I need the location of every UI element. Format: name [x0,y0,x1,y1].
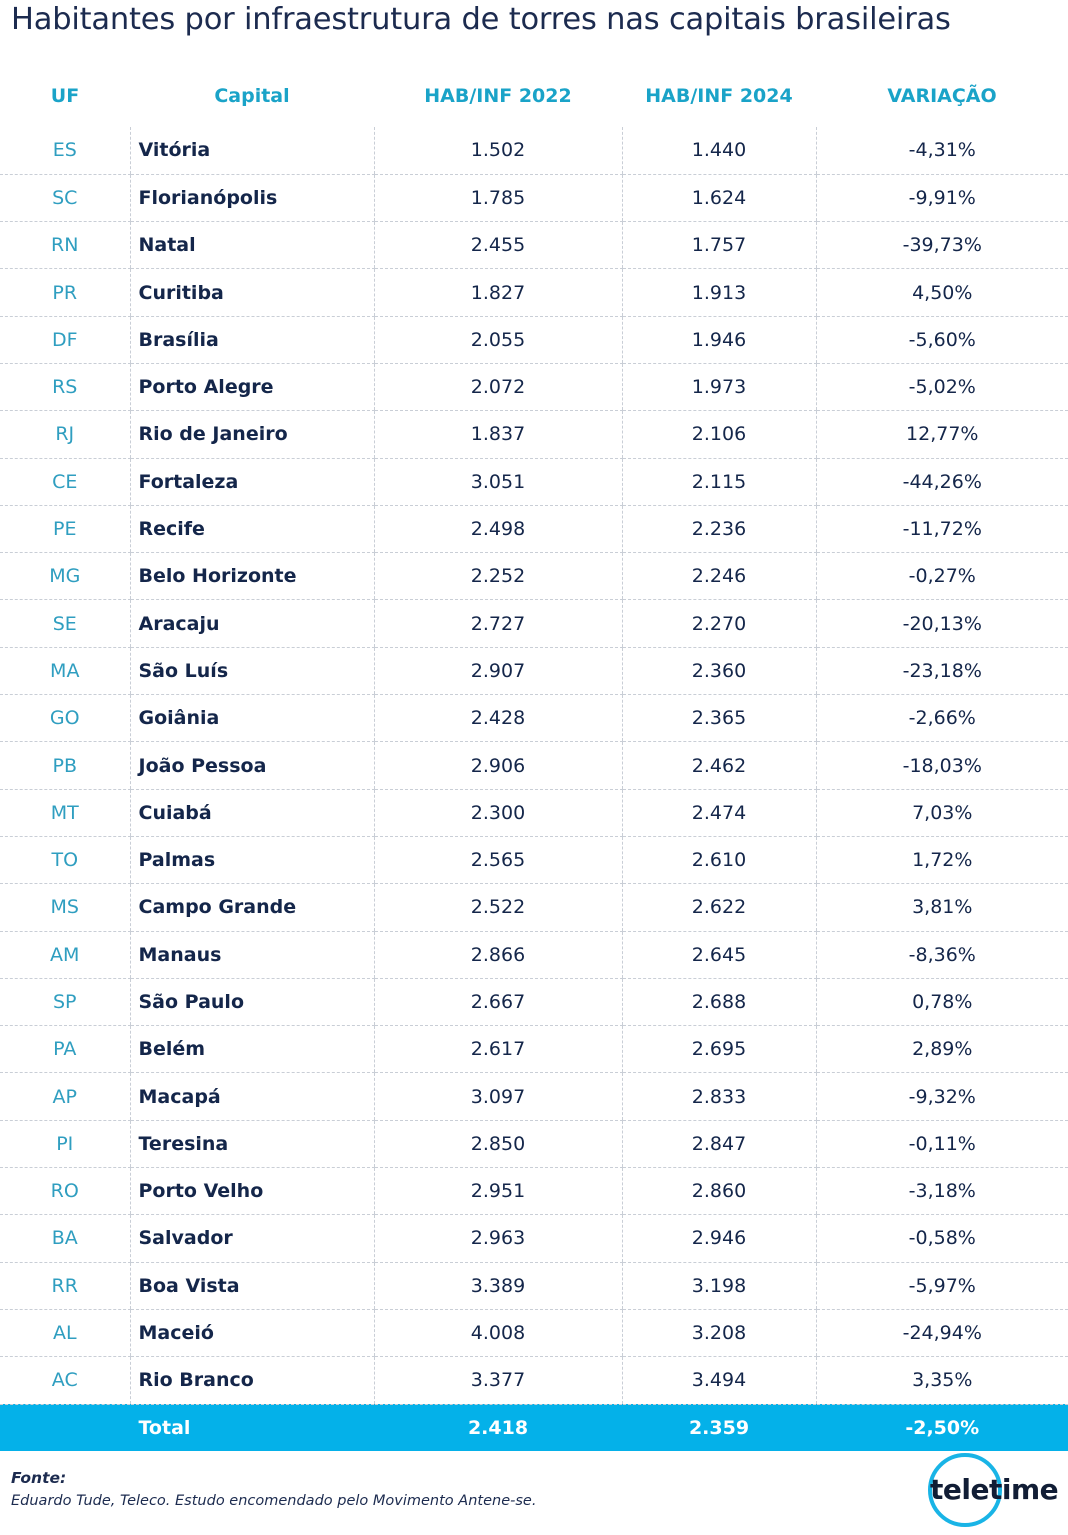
cell-capital: Curitiba [130,269,374,316]
table-row [0,1168,1068,1215]
cell-hab2024: 2.115 [622,458,816,505]
cell-hab2024: 3.208 [622,1309,816,1356]
table-row [0,789,1068,836]
cell-uf: RO [0,1168,130,1215]
logo-text: teletime [930,1473,1059,1506]
total-cell-hab2024: 2.359 [622,1404,816,1451]
cell-capital: Rio de Janeiro [130,411,374,458]
cell-hab2024: 2.474 [622,789,816,836]
cell-hab2022: 2.252 [374,553,622,600]
cell-hab2022: 2.617 [374,1026,622,1073]
cell-hab2022: 2.906 [374,742,622,789]
cell-hab2024: 1.624 [622,174,816,221]
cell-hab2024: 2.360 [622,647,816,694]
cell-capital: Macapá [130,1073,374,1120]
cell-variacao: -39,73% [816,222,1068,269]
cell-uf: PR [0,269,130,316]
cell-hab2022: 3.377 [374,1357,622,1404]
cell-capital: Rio Branco [130,1357,374,1404]
cell-capital: Aracaju [130,600,374,647]
cell-hab2024: 3.494 [622,1357,816,1404]
cell-hab2024: 2.688 [622,978,816,1025]
cell-uf: TO [0,836,130,883]
cell-uf: AC [0,1357,130,1404]
table-row [0,174,1068,221]
cell-capital: Boa Vista [130,1262,374,1309]
table-row [0,458,1068,505]
cell-hab2024: 2.695 [622,1026,816,1073]
table-row [0,1073,1068,1120]
cell-variacao: 12,77% [816,411,1068,458]
cell-hab2024: 2.847 [622,1120,816,1167]
cell-hab2024: 2.236 [622,505,816,552]
cell-hab2024: 2.462 [622,742,816,789]
cell-hab2022: 3.097 [374,1073,622,1120]
cell-variacao: -44,26% [816,458,1068,505]
cell-hab2024: 2.246 [622,553,816,600]
cell-variacao: -11,72% [816,505,1068,552]
cell-hab2022: 2.055 [374,316,622,363]
cell-hab2022: 2.866 [374,931,622,978]
table-row [0,931,1068,978]
cell-hab2022: 2.727 [374,600,622,647]
cell-capital: Maceió [130,1309,374,1356]
cell-capital: São Luís [130,647,374,694]
cell-hab2024: 2.610 [622,836,816,883]
cell-uf: MA [0,647,130,694]
cell-uf: AL [0,1309,130,1356]
cell-hab2022: 4.008 [374,1309,622,1356]
cell-uf: PB [0,742,130,789]
cell-uf: MT [0,789,130,836]
page-title: Habitantes por infraestrutura de torres nas capitais brasileiras [11,2,951,37]
table-row [0,1262,1068,1309]
table-row [0,1309,1068,1356]
table-row [0,505,1068,552]
cell-uf: PE [0,505,130,552]
column-header-hab2024: HAB/INF 2024 [645,85,793,107]
cell-hab2022: 2.963 [374,1215,622,1262]
cell-hab2022: 2.428 [374,695,622,742]
cell-hab2022: 2.522 [374,884,622,931]
teletime-logo [920,1449,1068,1531]
cell-variacao: -18,03% [816,742,1068,789]
cell-capital: Vitória [130,127,374,174]
table-row [0,316,1068,363]
cell-variacao: -5,60% [816,316,1068,363]
cell-hab2022: 1.785 [374,174,622,221]
cell-uf: AM [0,931,130,978]
cell-variacao: 2,89% [816,1026,1068,1073]
cell-hab2022: 1.837 [374,411,622,458]
cell-variacao: -23,18% [816,647,1068,694]
cell-variacao: 7,03% [816,789,1068,836]
cell-hab2022: 2.455 [374,222,622,269]
cell-hab2024: 2.833 [622,1073,816,1120]
cell-capital: Natal [130,222,374,269]
cell-uf: CE [0,458,130,505]
cell-uf: ES [0,127,130,174]
cell-uf: RR [0,1262,130,1309]
cell-hab2024: 2.365 [622,695,816,742]
cell-hab2024: 3.198 [622,1262,816,1309]
cell-capital: Cuiabá [130,789,374,836]
table-row [0,222,1068,269]
total-cell-variacao: -2,50% [816,1404,1068,1451]
cell-hab2024: 1.757 [622,222,816,269]
table-row [0,269,1068,316]
source-label: Fonte: [11,1469,67,1487]
cell-variacao: -8,36% [816,931,1068,978]
cell-uf: SE [0,600,130,647]
table-row [0,553,1068,600]
column-header-uf: UF [50,85,80,107]
cell-capital: João Pessoa [130,742,374,789]
cell-hab2022: 2.667 [374,978,622,1025]
table-row [0,127,1068,174]
cell-hab2022: 2.951 [374,1168,622,1215]
cell-capital: Porto Alegre [130,363,374,410]
column-header-variacao: VARIAÇÃO [887,85,997,107]
cell-hab2022: 2.565 [374,836,622,883]
cell-variacao: 0,78% [816,978,1068,1025]
cell-uf: PI [0,1120,130,1167]
table-row [0,363,1068,410]
table-row [0,695,1068,742]
cell-hab2024: 1.440 [622,127,816,174]
cell-variacao: -3,18% [816,1168,1068,1215]
table-row [0,978,1068,1025]
cell-variacao: -9,32% [816,1073,1068,1120]
cell-uf: MG [0,553,130,600]
cell-uf: RS [0,363,130,410]
cell-capital: São Paulo [130,978,374,1025]
cell-variacao: -24,94% [816,1309,1068,1356]
cell-hab2024: 1.946 [622,316,816,363]
cell-variacao: -5,02% [816,363,1068,410]
table-row [0,742,1068,789]
cell-variacao: -20,13% [816,600,1068,647]
cell-variacao: -5,97% [816,1262,1068,1309]
table-row [0,1120,1068,1167]
cell-uf: PA [0,1026,130,1073]
cell-variacao: 1,72% [816,836,1068,883]
cell-variacao: -0,11% [816,1120,1068,1167]
cell-hab2024: 2.106 [622,411,816,458]
column-header-capital: Capital [214,85,290,107]
cell-capital: Teresina [130,1120,374,1167]
total-row [0,1404,1068,1451]
total-cell-uf [0,1404,130,1451]
cell-uf: BA [0,1215,130,1262]
cell-variacao: -4,31% [816,127,1068,174]
total-cell-hab2022: 2.418 [374,1404,622,1451]
cell-uf: AP [0,1073,130,1120]
cell-capital: Palmas [130,836,374,883]
cell-capital: Fortaleza [130,458,374,505]
cell-capital: Florianópolis [130,174,374,221]
cell-hab2024: 2.645 [622,931,816,978]
cell-variacao: -2,66% [816,695,1068,742]
cell-capital: Manaus [130,931,374,978]
cell-variacao: 3,35% [816,1357,1068,1404]
cell-uf: SP [0,978,130,1025]
table-row [0,1215,1068,1262]
table-row [0,1357,1068,1404]
cell-hab2022: 2.300 [374,789,622,836]
cell-uf: RN [0,222,130,269]
cell-capital: Campo Grande [130,884,374,931]
cell-uf: DF [0,316,130,363]
cell-hab2022: 1.827 [374,269,622,316]
cell-hab2022: 2.850 [374,1120,622,1167]
table-row [0,836,1068,883]
cell-capital: Salvador [130,1215,374,1262]
column-header-hab2022: HAB/INF 2022 [424,85,572,107]
cell-capital: Belém [130,1026,374,1073]
cell-variacao: -9,91% [816,174,1068,221]
cell-capital: Brasília [130,316,374,363]
cell-capital: Goiânia [130,695,374,742]
cell-hab2022: 2.072 [374,363,622,410]
table-row [0,411,1068,458]
total-cell-capital: Total [130,1404,374,1451]
table-row [0,884,1068,931]
cell-hab2022: 3.051 [374,458,622,505]
cell-hab2024: 2.860 [622,1168,816,1215]
cell-capital: Porto Velho [130,1168,374,1215]
cell-variacao: -0,27% [816,553,1068,600]
cell-hab2024: 1.973 [622,363,816,410]
cell-capital: Recife [130,505,374,552]
table-row [0,647,1068,694]
cell-variacao: 3,81% [816,884,1068,931]
cell-hab2022: 3.389 [374,1262,622,1309]
cell-hab2022: 2.498 [374,505,622,552]
cell-variacao: 4,50% [816,269,1068,316]
cell-capital: Belo Horizonte [130,553,374,600]
cell-uf: SC [0,174,130,221]
cell-uf: GO [0,695,130,742]
cell-hab2024: 1.913 [622,269,816,316]
cell-uf: RJ [0,411,130,458]
table-row [0,600,1068,647]
cell-uf: MS [0,884,130,931]
source-text: Eduardo Tude, Teleco. Estudo encomendado pelo Movimento Antene-se. [11,1493,537,1509]
cell-hab2022: 2.907 [374,647,622,694]
cell-hab2022: 1.502 [374,127,622,174]
data-table [0,127,1068,1451]
cell-hab2024: 2.270 [622,600,816,647]
table-row [0,1026,1068,1073]
cell-hab2024: 2.622 [622,884,816,931]
cell-hab2024: 2.946 [622,1215,816,1262]
cell-variacao: -0,58% [816,1215,1068,1262]
